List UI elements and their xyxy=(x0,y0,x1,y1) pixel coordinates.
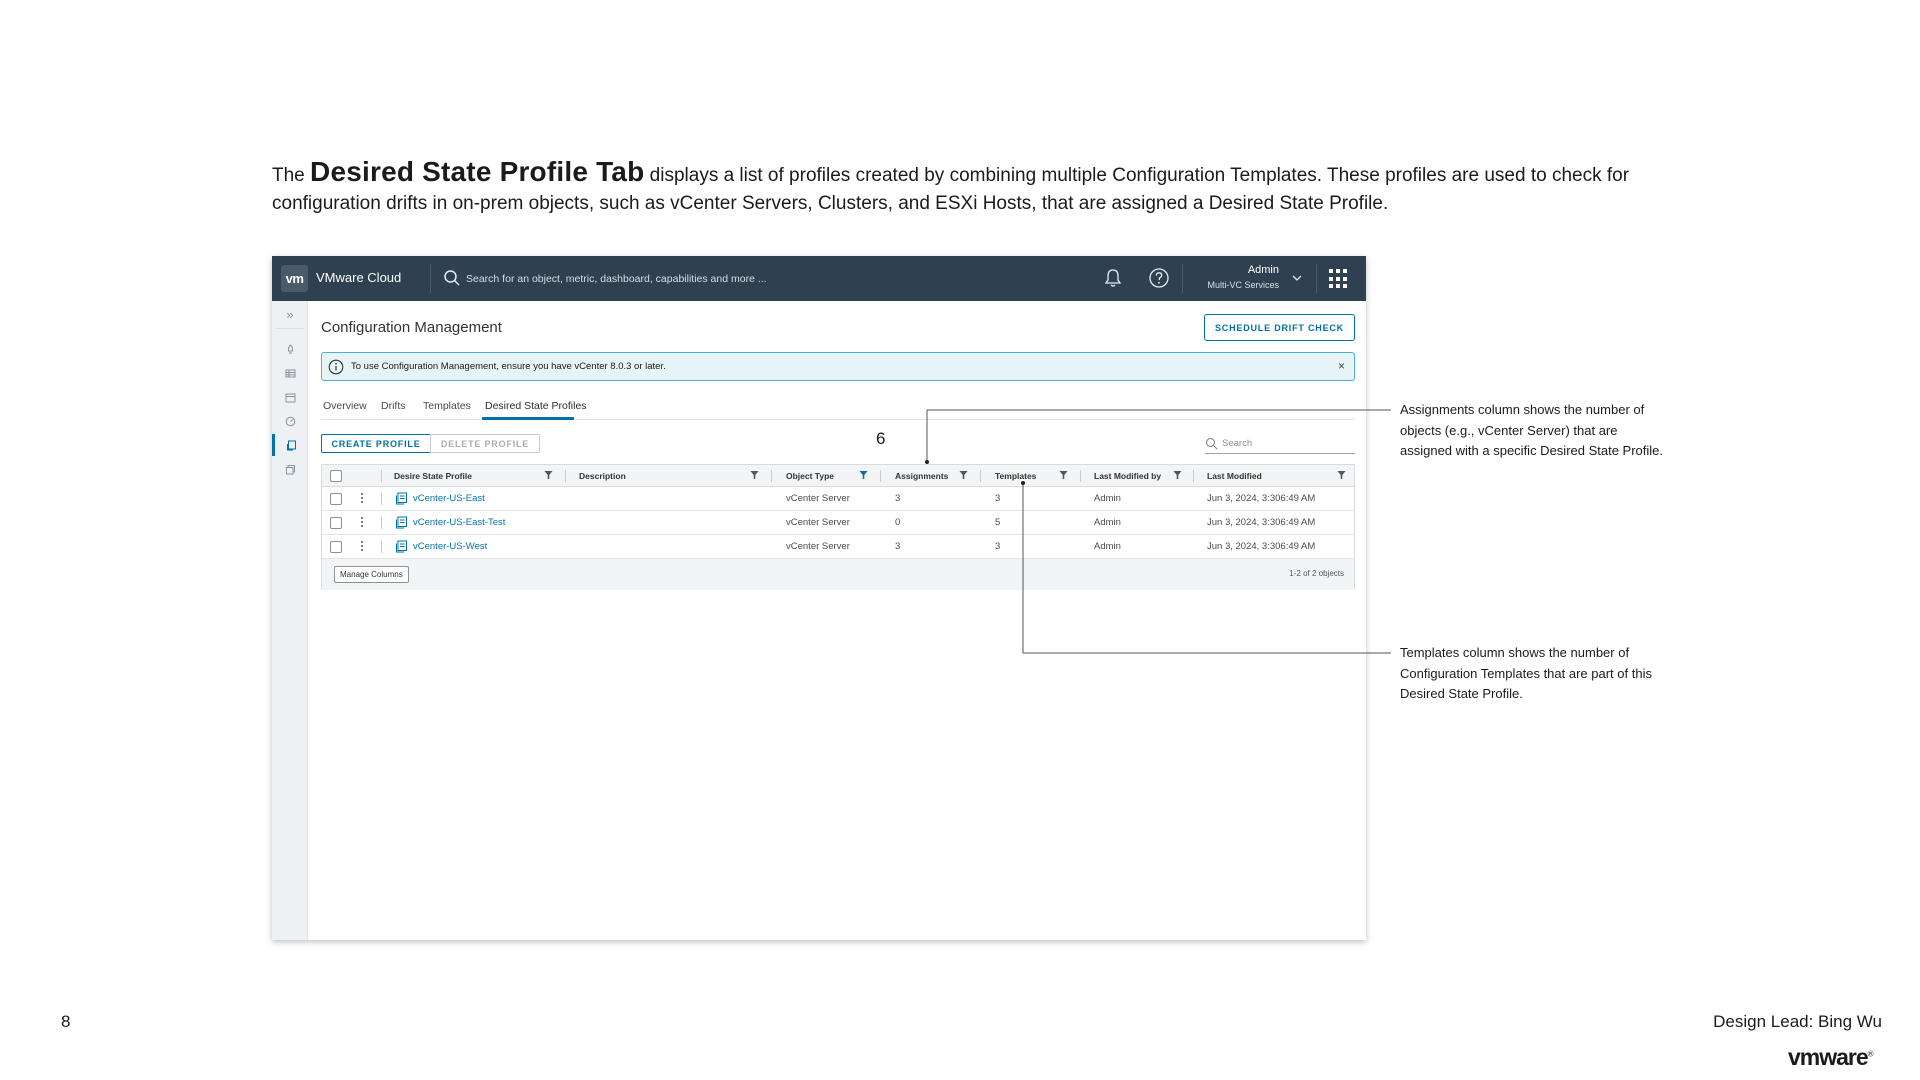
app-window xyxy=(272,256,1366,940)
help-icon[interactable] xyxy=(1148,267,1170,289)
column-header-last-modified[interactable]: Last Modified xyxy=(1207,471,1262,481)
profile-name-link[interactable]: vCenter-US-East xyxy=(413,493,485,504)
cell-modified-by: Admin xyxy=(1094,517,1121,528)
user-menu[interactable] xyxy=(1197,264,1307,294)
profile-icon xyxy=(395,540,408,553)
filter-icon[interactable] xyxy=(1059,470,1068,480)
profiles-table xyxy=(321,464,1355,590)
global-search-input[interactable] xyxy=(466,269,966,289)
filter-icon[interactable] xyxy=(959,470,968,480)
step-number: 6 xyxy=(876,429,886,448)
expand-nav-icon[interactable]: » xyxy=(286,306,294,322)
search-icon xyxy=(443,269,461,287)
schedule-drift-check-button[interactable]: SCHEDULE DRIFT CHECK xyxy=(1204,314,1355,341)
intro-body: displays a list of profiles created by combining multiple Configuration Templates. These profiles are used to check for configuration drifts in on-prem objects, such as vCenter Servers, Clusters, and ESXi Hosts, that are assigned a Desired State Profile. xyxy=(272,165,1630,214)
filter-icon[interactable] xyxy=(750,470,759,480)
vm-logo[interactable]: vm xyxy=(281,265,308,292)
alert-text: To use Configuration Management, ensure you have vCenter 8.0.3 or later. xyxy=(351,361,666,372)
vmware-logo xyxy=(1788,1044,1873,1071)
column-separator xyxy=(1080,470,1081,482)
cell-object-type: vCenter Server xyxy=(786,493,850,504)
row-checkbox[interactable] xyxy=(330,517,342,529)
cell-assignments: 3 xyxy=(895,541,901,552)
table-row[interactable] xyxy=(322,535,1354,559)
row-actions-icon[interactable] xyxy=(360,540,364,554)
column-separator xyxy=(771,470,772,482)
cell-object-type: vCenter Server xyxy=(786,517,850,528)
calendar-icon[interactable] xyxy=(272,386,308,408)
column-header-object-type[interactable]: Object Type xyxy=(786,471,835,481)
table-header xyxy=(322,465,1354,487)
profile-icon[interactable] xyxy=(272,434,308,456)
column-separator xyxy=(381,470,382,482)
assignments-annotation: Assignments column shows the number of objects (e.g., vCenter Server) that are assigned with a specific Desired State Profile. xyxy=(1400,402,1664,458)
divider xyxy=(276,328,304,329)
cell-modified: Jun 3, 2024, 3:306:49 AM xyxy=(1207,517,1316,528)
column-separator xyxy=(381,517,382,529)
app-name[interactable]: VMware Cloud xyxy=(316,270,402,285)
profile-icon xyxy=(395,492,408,505)
bell-icon[interactable] xyxy=(1102,267,1124,289)
row-actions-icon[interactable] xyxy=(360,516,364,530)
column-separator xyxy=(565,470,566,482)
page-number: 8 xyxy=(61,1012,71,1031)
top-bar xyxy=(272,256,1366,301)
table-search xyxy=(1205,434,1355,454)
cell-templates: 3 xyxy=(995,493,1001,504)
tab-templates[interactable]: Templates xyxy=(423,400,471,412)
active-tab-indicator xyxy=(482,417,574,420)
cell-modified: Jun 3, 2024, 3:306:49 AM xyxy=(1207,541,1316,552)
divider xyxy=(1182,264,1183,293)
table-row[interactable] xyxy=(322,511,1354,535)
cell-assignments: 0 xyxy=(895,517,901,528)
close-icon[interactable]: × xyxy=(1337,359,1345,373)
cell-modified: Jun 3, 2024, 3:306:49 AM xyxy=(1207,493,1316,504)
tab-bar xyxy=(321,394,1355,420)
design-lead-credit: Design Lead: Bing Wu xyxy=(1713,1012,1882,1031)
user-name: Admin xyxy=(1247,264,1279,276)
filter-icon[interactable] xyxy=(859,470,868,480)
row-checkbox[interactable] xyxy=(330,493,342,505)
column-separator xyxy=(1193,470,1194,482)
gauge-icon[interactable] xyxy=(272,410,308,432)
manage-columns-button[interactable]: Manage Columns xyxy=(334,566,409,583)
tab-overview[interactable]: Overview xyxy=(323,400,367,412)
column-header-templates[interactable]: Templates xyxy=(995,471,1037,481)
cell-templates: 5 xyxy=(995,517,1001,528)
pagination-info: 1-2 of 2 objects xyxy=(1289,569,1344,578)
column-separator xyxy=(381,541,382,553)
filter-icon[interactable] xyxy=(544,470,553,480)
row-checkbox[interactable] xyxy=(330,541,342,553)
column-header-description[interactable]: Description xyxy=(579,471,626,481)
create-profile-button[interactable]: CREATE PROFILE xyxy=(321,434,431,453)
vmware-logo-text: vmware xyxy=(1788,1044,1868,1070)
cell-templates: 3 xyxy=(995,541,1001,552)
page-title: Configuration Management xyxy=(321,319,502,336)
tab-drifts[interactable]: Drifts xyxy=(381,400,406,412)
profile-name-link[interactable]: vCenter-US-West xyxy=(413,541,488,552)
select-all-checkbox[interactable] xyxy=(330,470,342,482)
info-alert xyxy=(321,352,1355,381)
delete-profile-button[interactable]: DELETE PROFILE xyxy=(430,434,540,453)
templates-annotation: Templates column shows the number of Configuration Templates that are part of this Desired State Profile. xyxy=(1400,645,1652,701)
table-footer xyxy=(322,559,1354,590)
profile-icon xyxy=(395,516,408,529)
cell-assignments: 3 xyxy=(895,493,901,504)
table-search-input[interactable] xyxy=(1222,435,1352,452)
profile-name-link[interactable]: vCenter-US-East-Test xyxy=(413,517,506,528)
cell-modified-by: Admin xyxy=(1094,493,1121,504)
search-icon xyxy=(1205,437,1218,450)
intro-paragraph xyxy=(272,158,1662,218)
divider xyxy=(1316,264,1317,293)
column-header-assignments[interactable]: Assignments xyxy=(895,471,949,481)
row-actions-icon[interactable] xyxy=(360,492,364,506)
cell-object-type: vCenter Server xyxy=(786,541,850,552)
filter-icon[interactable] xyxy=(1173,470,1182,480)
column-header-last-modified-by[interactable]: Last Modified by xyxy=(1094,471,1162,481)
copy-icon[interactable] xyxy=(272,458,308,480)
table-icon[interactable] xyxy=(272,362,308,384)
chevron-down-icon xyxy=(1291,272,1303,284)
rocket-icon[interactable] xyxy=(272,338,308,360)
table-row[interactable] xyxy=(322,487,1354,511)
tab-desired-state-profiles[interactable]: Desired State Profiles xyxy=(485,400,587,412)
intro-heading: Desired State Profile Tab xyxy=(310,156,645,187)
column-header-profile[interactable]: Desire State Profile xyxy=(394,471,472,481)
column-separator xyxy=(980,470,981,482)
info-icon xyxy=(328,359,344,375)
app-grid-icon[interactable] xyxy=(1329,269,1349,289)
left-nav-rail xyxy=(272,301,308,940)
user-org: Multi-VC Services xyxy=(1207,280,1279,290)
divider xyxy=(430,264,431,293)
registered-mark: ® xyxy=(1867,1049,1873,1059)
filter-icon[interactable] xyxy=(1337,470,1346,480)
column-separator xyxy=(381,493,382,505)
cell-modified-by: Admin xyxy=(1094,541,1121,552)
intro-lead: The xyxy=(272,165,311,186)
column-separator xyxy=(880,470,881,482)
